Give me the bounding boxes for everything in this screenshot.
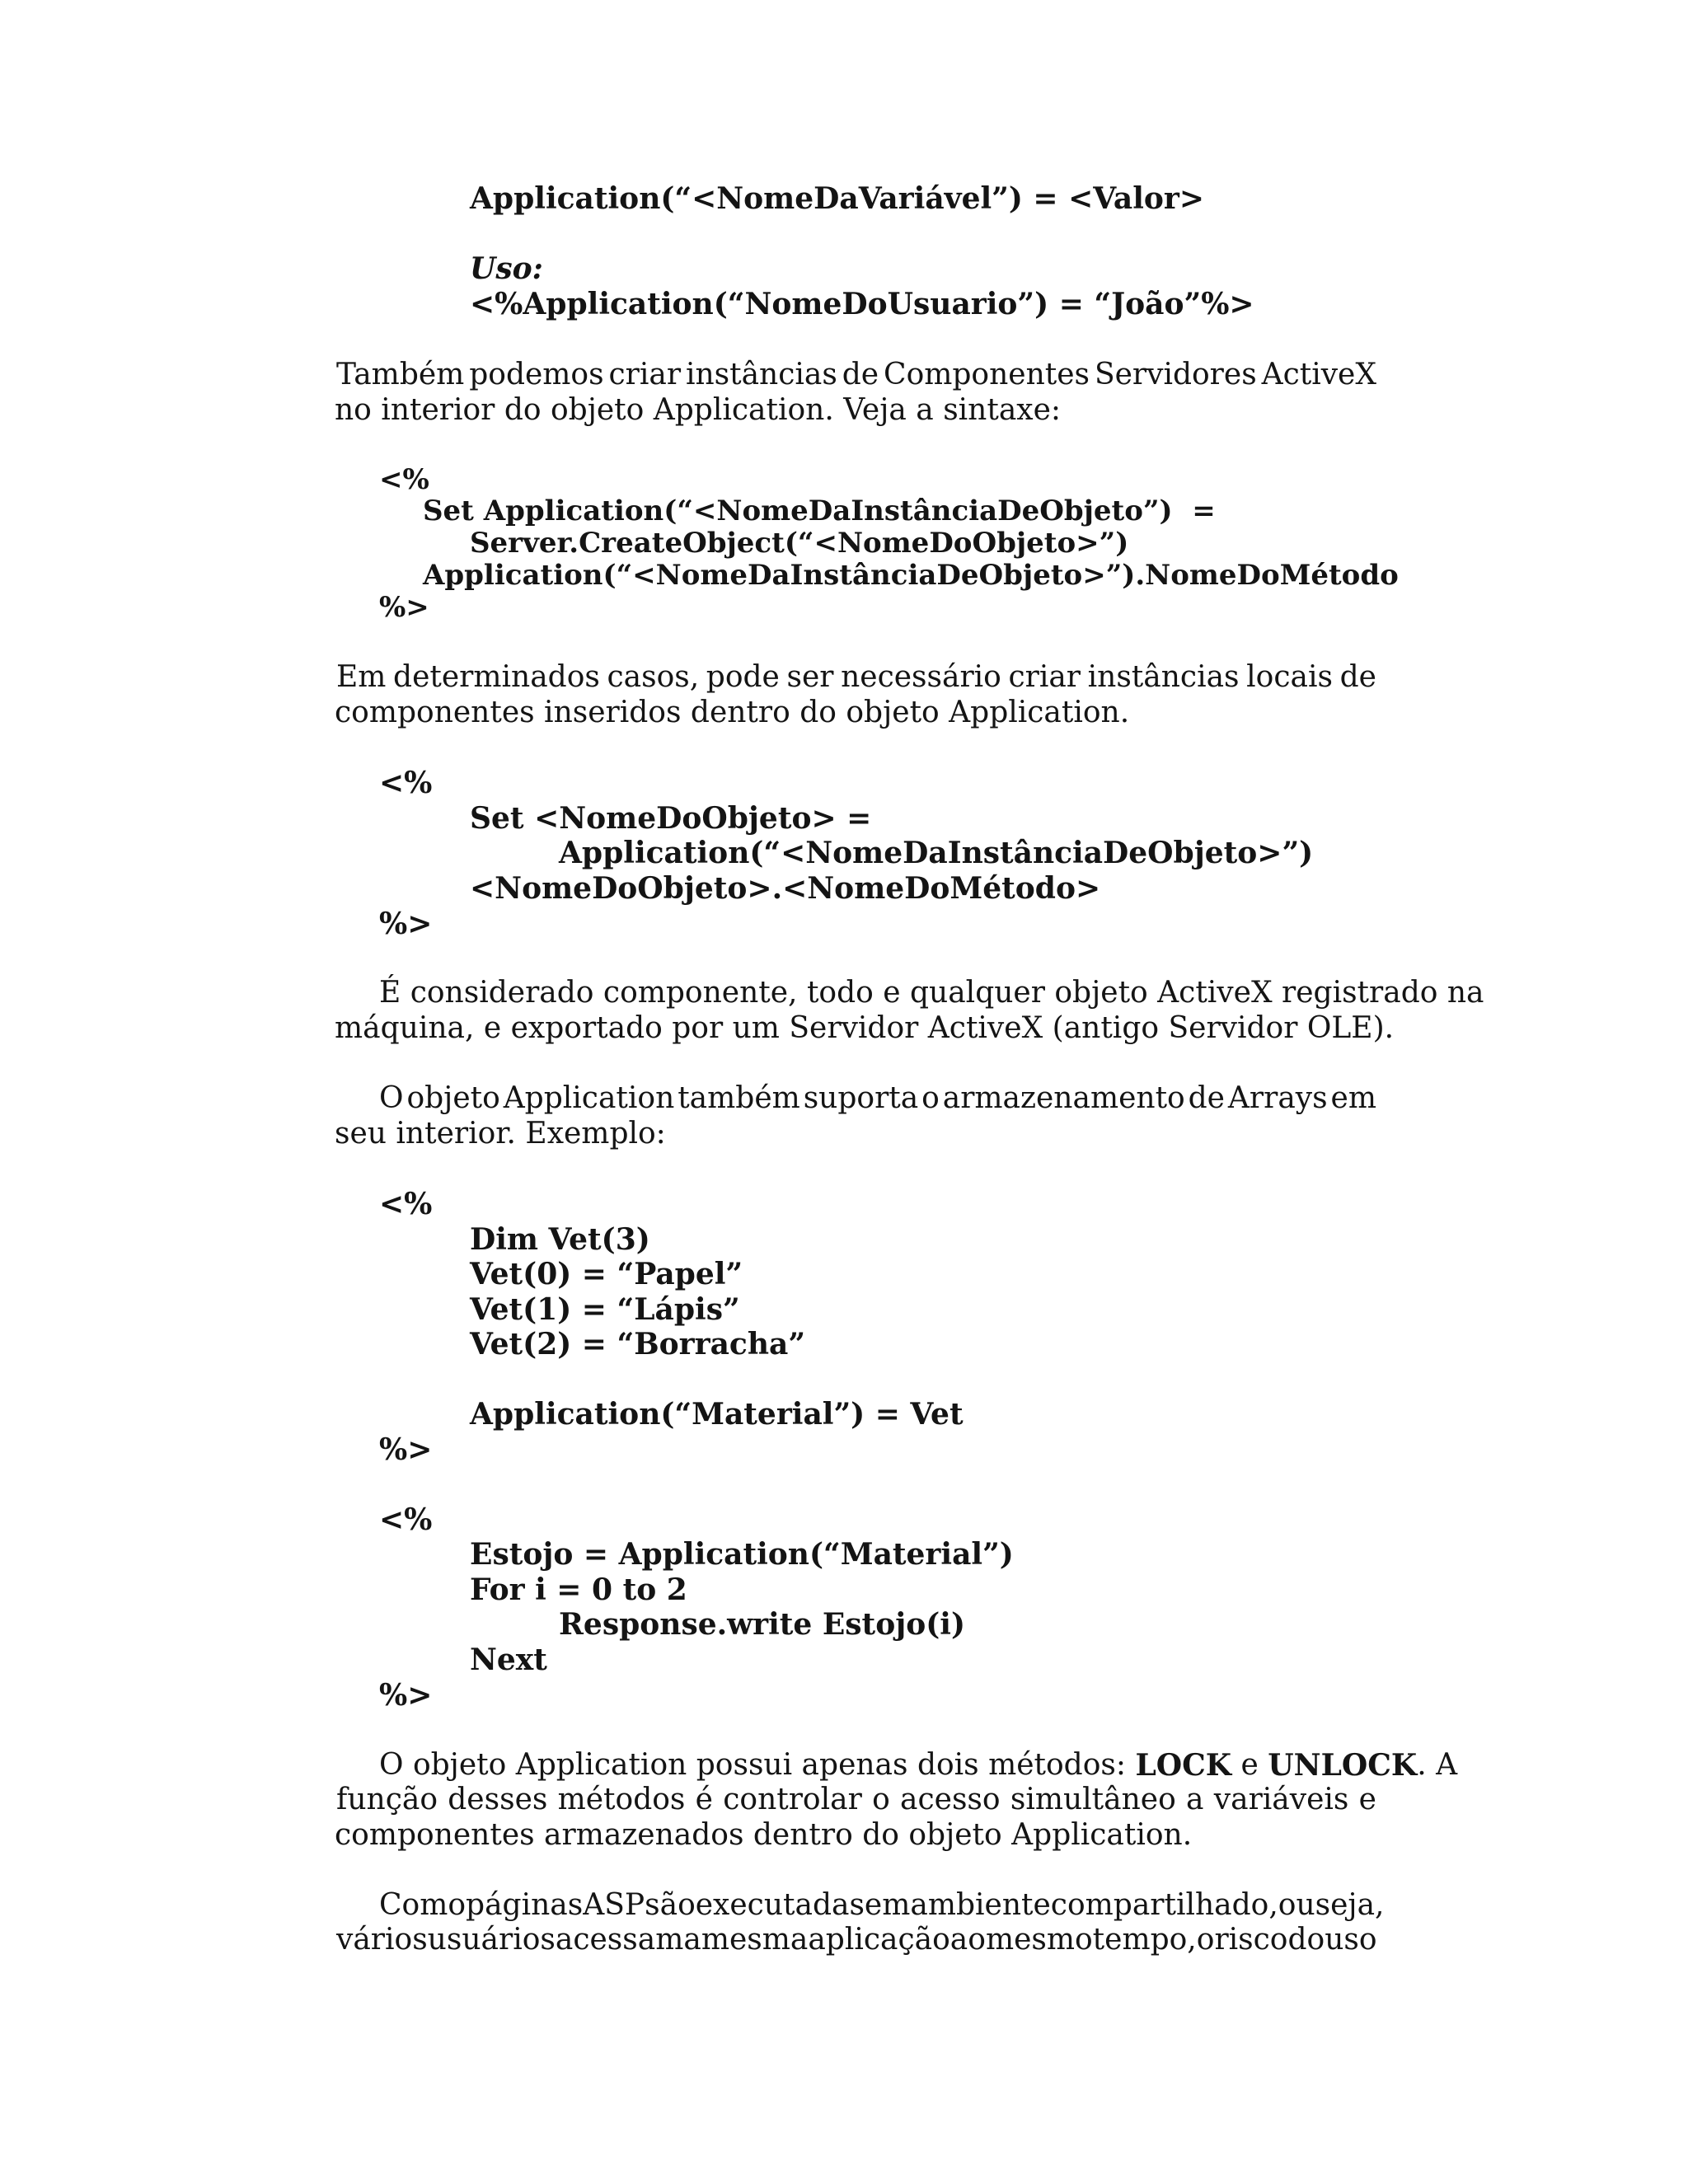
code4-line-2: Vet(0) = “Papel” bbox=[470, 1257, 743, 1291]
code2-open-tag: <% bbox=[379, 463, 429, 496]
word: podemos bbox=[469, 358, 604, 391]
word: determinados bbox=[393, 660, 600, 694]
word: Arrays bbox=[1227, 1081, 1328, 1115]
code3-open-tag: <% bbox=[379, 766, 433, 800]
code3-line-2: Application(“<NomeDaInstânciaDeObjeto>”) bbox=[559, 836, 1314, 870]
word: armazenamento bbox=[942, 1081, 1185, 1115]
lock-keyword: LOCK bbox=[1135, 1748, 1232, 1783]
word: a bbox=[1186, 1783, 1204, 1816]
paragraph-3-line-1: É considerado componente, todo e qualquer objeto ActiveX registrado na bbox=[379, 976, 1484, 1010]
code4-open-tag: <% bbox=[379, 1187, 433, 1221]
word: de bbox=[1188, 1081, 1225, 1115]
code5-line-2: For i = 0 to 2 bbox=[470, 1572, 687, 1607]
code3-line-3: <NomeDoObjeto>.<NomeDoMétodo> bbox=[470, 871, 1101, 906]
word: o bbox=[872, 1783, 890, 1816]
word: suporta bbox=[803, 1081, 919, 1115]
word: seja, bbox=[1315, 1888, 1385, 1922]
word: vários bbox=[336, 1923, 428, 1957]
code2-line-3: Application(“<NomeDaInstânciaDeObjeto>”).NomeDoMétodo bbox=[423, 559, 1399, 592]
code2-line-1: Set Application(“<NomeDaInstânciaDeObjeto”) = bbox=[423, 494, 1216, 527]
word: também bbox=[678, 1081, 800, 1115]
word: Servidores bbox=[1094, 358, 1257, 391]
paragraph-5-line-3: componentes armazenados dentro do objeto Application. bbox=[335, 1818, 1193, 1852]
word: a bbox=[683, 1923, 701, 1957]
word: o bbox=[921, 1081, 940, 1115]
unlock-keyword: UNLOCK bbox=[1268, 1748, 1418, 1783]
word: criar bbox=[608, 358, 682, 391]
word: Em bbox=[336, 660, 387, 694]
word: simultâneo bbox=[1010, 1783, 1176, 1816]
word: tempo, bbox=[1092, 1923, 1197, 1957]
word: risco bbox=[1214, 1923, 1288, 1957]
paragraph-2-line-2: componentes inseridos dentro do objeto Application. bbox=[335, 696, 1130, 729]
word: pode bbox=[706, 660, 780, 694]
paragraph-4-line-1 bbox=[379, 1081, 1376, 1115]
word: Também bbox=[336, 358, 465, 391]
uso-label: Uso: bbox=[470, 251, 543, 286]
word: instâncias bbox=[1087, 660, 1240, 694]
code5-line-1: Estojo = Application(“Material”) bbox=[470, 1537, 1014, 1572]
paragraph-6-line-2 bbox=[336, 1925, 1376, 1955]
word: é bbox=[695, 1783, 713, 1816]
word: são bbox=[645, 1888, 696, 1922]
application-syntax-line: Application(“<NomeDaVariável”) = <Valor> bbox=[470, 181, 1205, 216]
word: usuários bbox=[427, 1923, 556, 1957]
word: função bbox=[336, 1783, 438, 1816]
word: ambiente bbox=[910, 1888, 1051, 1922]
paragraph-2-line-1 bbox=[336, 660, 1376, 694]
word: em bbox=[864, 1888, 911, 1922]
word: de bbox=[842, 358, 879, 391]
code5-close-tag: %> bbox=[379, 1678, 433, 1713]
code5-line-4: Next bbox=[470, 1643, 547, 1677]
word: controlar bbox=[723, 1783, 862, 1816]
code3-line-1: Set <NomeDoObjeto> = bbox=[470, 801, 872, 836]
word: acessam bbox=[555, 1923, 684, 1957]
code4-line-3: Vet(1) = “Lápis” bbox=[470, 1292, 740, 1327]
paragraph-5-line-1 bbox=[379, 1748, 1458, 1783]
word: ou bbox=[1278, 1888, 1315, 1922]
word: ASP bbox=[583, 1888, 645, 1922]
paragraph-5-methods bbox=[1135, 1748, 1458, 1783]
code4-close-tag: %> bbox=[379, 1432, 433, 1467]
word: necessário bbox=[841, 660, 1001, 694]
word: Componentes bbox=[884, 358, 1090, 391]
code5-line-3: Response.write Estojo(i) bbox=[559, 1607, 965, 1642]
word: Como bbox=[379, 1888, 467, 1922]
word: criar bbox=[1008, 660, 1081, 694]
word: casos, bbox=[607, 660, 700, 694]
word: instâncias bbox=[685, 358, 837, 391]
word: páginas bbox=[466, 1888, 584, 1922]
word: executadas bbox=[695, 1888, 865, 1922]
word: mesmo bbox=[985, 1923, 1093, 1957]
word: ActiveX bbox=[1261, 358, 1376, 391]
code3-close-tag: %> bbox=[379, 907, 433, 941]
word: O bbox=[379, 1081, 404, 1115]
word: compartilhado, bbox=[1050, 1888, 1278, 1922]
code5-open-tag: <% bbox=[379, 1502, 433, 1537]
word: locais bbox=[1246, 660, 1333, 694]
code4-line-4: Vet(2) = “Borracha” bbox=[470, 1327, 806, 1361]
paragraph-1-line-2: no interior do objeto Application. Veja a sintaxe: bbox=[335, 393, 1062, 427]
word: e bbox=[1358, 1783, 1376, 1816]
uso-code-line: <%Application(“NomeDoUsuario”) = “João”%> bbox=[470, 287, 1254, 321]
word: acesso bbox=[900, 1783, 1001, 1816]
paragraph-5-text-a: O objeto Application possui apenas dois métodos: bbox=[379, 1748, 1136, 1782]
word: do bbox=[1287, 1923, 1325, 1957]
paragraph-1-line-1 bbox=[336, 360, 1376, 390]
word: variáveis bbox=[1213, 1783, 1349, 1816]
word: Application bbox=[503, 1081, 675, 1115]
paragraph-3-line-2: máquina, e exportado por um Servidor ActiveX (antigo Servidor OLE). bbox=[335, 1011, 1395, 1045]
word: desses bbox=[448, 1783, 548, 1816]
word: ao bbox=[950, 1923, 986, 1957]
paragraph-5-text-c: . A bbox=[1417, 1748, 1458, 1782]
word: ser bbox=[786, 660, 834, 694]
word: objeto bbox=[406, 1081, 500, 1115]
word: mesma bbox=[701, 1923, 809, 1957]
word: de bbox=[1339, 660, 1376, 694]
code2-line-2: Server.CreateObject(“<NomeDoObjeto>”) bbox=[470, 527, 1129, 560]
paragraph-5-text-b: e bbox=[1231, 1748, 1268, 1782]
word: métodos bbox=[557, 1783, 686, 1816]
word: em bbox=[1330, 1081, 1376, 1115]
word: uso bbox=[1325, 1923, 1377, 1957]
code2-close-tag: %> bbox=[379, 591, 429, 624]
code4-line-1: Dim Vet(3) bbox=[470, 1222, 650, 1257]
code4-line-5: Application(“Material”) = Vet bbox=[470, 1397, 964, 1432]
paragraph-5-line-2 bbox=[336, 1785, 1376, 1815]
word: aplicação bbox=[808, 1923, 950, 1957]
word: o bbox=[1196, 1923, 1215, 1957]
paragraph-4-line-2: seu interior. Exemplo: bbox=[335, 1117, 666, 1151]
paragraph-6-line-1 bbox=[379, 1888, 1385, 1922]
